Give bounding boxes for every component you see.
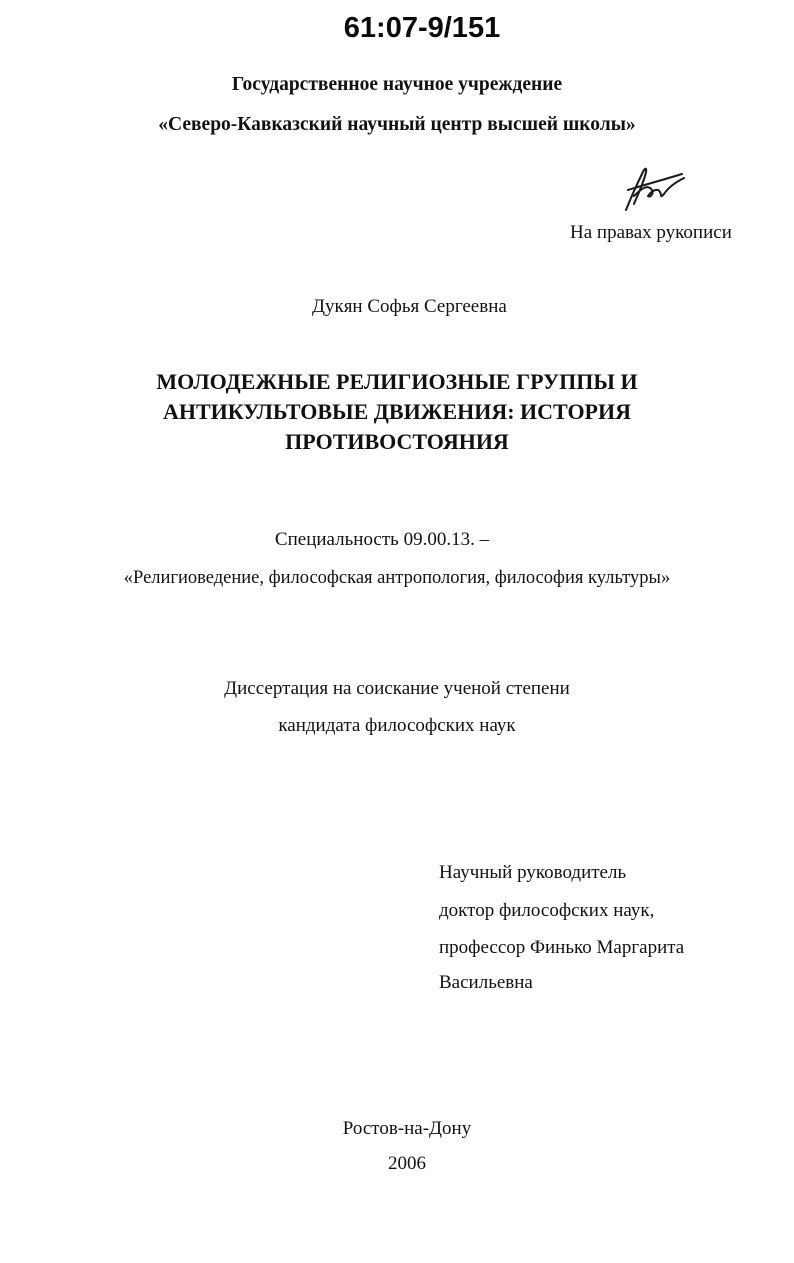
title-line-3: ПРОТИВОСТОЯНИЯ [285,429,509,454]
year: 2006 [388,1153,426,1174]
title-line-2: АНТИКУЛЬТОВЫЕ ДВИЖЕНИЯ: ИСТОРИЯ [163,399,631,424]
supervisor-degree: доктор философских наук, [439,900,655,921]
dissertation-title [0,367,794,457]
supervisor-patronymic: Васильевна [439,972,533,993]
city: Ростов-на-Дону [342,1118,472,1139]
supervisor-label: Научный руководитель [439,862,627,883]
institution-line-1: Государственное научное учреждение [231,74,563,95]
specialty-name: «Религиоведение, философская антропология, философия культуры» [123,568,671,588]
institution-line-2: «Северо-Кавказский научный центр высшей школы» [158,114,636,135]
degree-line-1: Диссертация на соискание ученой степени [224,678,570,699]
supervisor-name: профессор Финько Маргарита [439,937,685,958]
degree-line-2: кандидата философских наук [278,715,516,736]
catalog-code: 61:07-9/151 [343,12,501,44]
title-line-1: МОЛОДЕЖНЫЕ РЕЛИГИОЗНЫЕ ГРУППЫ И [156,369,638,394]
author-name: Дукян Софья Сергеевна [312,296,507,317]
specialty-code: Специальность 09.00.13. – [274,529,490,550]
handwritten-signature [616,160,688,216]
manuscript-rights-note: На правах рукописи [570,222,732,243]
